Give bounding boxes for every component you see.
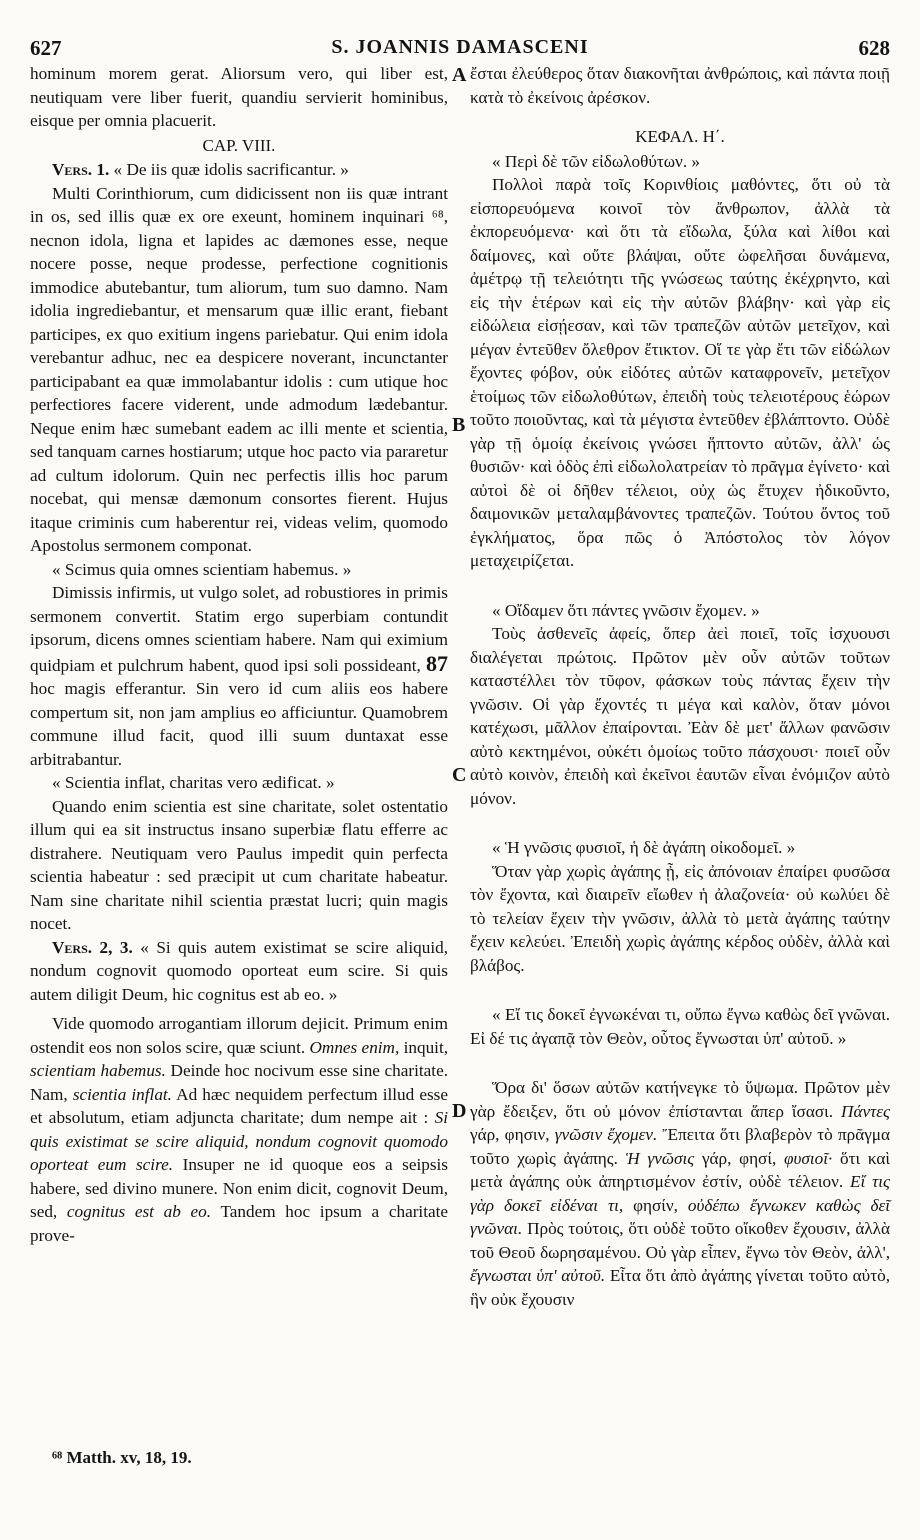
margin-number: 87 [426,650,448,676]
greek-para-4: Ὅταν γὰρ χωρὶς ἀγάπης ᾖ, εἰς ἀπόνοιαν ἐπαίρει φυσῶσα τὸν ἔχοντα, καὶ διαιρεῖν εἴωθεν ἡ ἀλαζονεία· οὐ κωλύει δὲ τὸ τελείαν ἔχειν τὴν γνῶσιν, ἀλλὰ τὸ μετὰ ἀγάπης ταύτην ἔχειν κελεύει. Ἐπειδὴ χωρὶς ἀγάπης κέρδος οὐδὲν, ἀλλὰ καὶ βλάβος. [470,861,890,975]
text: Ὅρα δι' ὅσων αὐτῶν κατήνεγκε τὸ ὕψωμα. Πρῶτον μὲν γὰρ ἔδειξεν, ὅτι οὐ μόνον ἐπίστανται ἅπερ ἴσασι. [470,1078,890,1121]
text: Deinde hoc nocivum esse sine charitate. Nam, [30,1061,449,1104]
latin-quote-3: « Scientia inflat, charitas vero ædificat. » [52,773,335,792]
text: Tandem hoc ipsum a charitate prove- [30,1202,449,1245]
italic-text: Εἴ τις γὰρ δοκεῖ εἰδέναι τι, [470,1172,890,1215]
latin-quote-2: « Scimus quia omnes scientiam habemus. » [52,559,352,579]
running-title: S. JOANNIS DAMASCENI [331,36,589,58]
text: Ἔπειτα ὅτι βλαβερὸν τὸ πρᾶγμα τοῦτο χωρὶς ἀγάπης. [470,1125,891,1168]
italic-text: Πάντες [841,1101,890,1121]
greek-quote-3: « Ἡ γνῶσις φυσιοῖ, ἡ δὲ ἀγάπη οἰκοδομεῖ. » [492,838,796,857]
left-page-number: 627 [30,36,62,60]
latin-para-4: Quando enim scientia est sine charitate, solet ostentatio illum qui ea sit instructus insano superbiæ flatu efferre ac distrahere. Neutiquam vero Paulus impedit quin perfecta scientia habeatur : sed præcipit ut cum charitate habeatur. Nam sine charitate nihil scientia præstat lucri; quin magis nocet. [30,796,448,933]
verse-text: « Si quis autem existimat se scire aliquid, nondum cognovit quomodo oporteat eum scire. Si quis autem diligit Deum, hic cognitus est ab eo. » [30,937,448,1004]
latin-para-3 [30,581,448,771]
text: ὅτι καὶ μετὰ ἀγάπης οὐκ ἀπηρτισμένον ἐστίν, οὐδὲ τέλειον. [470,1148,891,1191]
greek-quote-4: « Εἴ τις δοκεῖ ἐγνωκέναι τι, οὔπω ἔγνω καθὼς δεῖ γνῶναι. Εἰ δέ τις ἀγαπᾷ τὸν Θεὸν, οὗτος ἔγνωσται ὑπ' αὐτοῦ. » [470,1005,890,1048]
latin-verse-2-3 [30,936,448,1007]
verse-label: Vers. 1. [52,160,110,179]
greek-para-5 [470,1076,890,1311]
text: Insuper ne id quoque eos a seipsis habere, sed divino munere. Non enim dicit, cognovit Deum, sed, [30,1155,448,1221]
latin-verse-1 [30,158,448,182]
marker-c: C [452,764,467,786]
page-header [30,36,890,62]
para-3-text-a: Dimissis infirmis, ut vulgo solet, ad robustiores in primis sermonem convertit. Statim ergo superbiam contundit ipsorum, dicens omnes scientiam habere. Nam qui eximium quidpiam et pulchrum habent, quod ipsi soli possideant, [30,583,448,675]
verse-text: « De iis quæ idolis sacrificantur. » [113,160,349,179]
italic-text: ἔγνωσται ὑπ' αὐτοῦ. [470,1266,606,1285]
text: Ad hæc nequidem perfectum illud esse et absolutum, etiam adjuncta charitate; dum nempe ait : [30,1084,448,1127]
marker-d: D [452,1100,467,1122]
greek-column [470,62,890,1311]
marker-a: A [452,64,467,86]
text: Vide quomodo arrogantiam illorum dejicit. Primum enim ostendit eos non solos scire, quæ sciunt. [30,1014,448,1057]
marker-b: B [452,414,466,436]
text: inquit, [403,1037,449,1057]
text: γάρ, φησί, [701,1148,777,1168]
latin-column [30,62,448,1247]
italic-text: cognitus est ab eo. [66,1202,212,1221]
italic-text: Si quis existimat se scire aliquid, nondum cognovit quomodo oporteat eum scire. [30,1108,448,1174]
greek-para-2: Πολλοὶ παρὰ τοῖς Κορινθίοις μαθόντες, ὅτι οὐ τὰ εἰσπορευόμενα κοινοῖ τὸν ἄνθρωπον, ἀλλὰ τὰ ἐκπορευόμενα· καὶ ὅτι τὰ εἴδωλα, ξύλα καὶ λίθοι καὶ δαίμονες, καὶ οὔτε βλάψαι, οὔτε ὠφελῆσαι δυνάμενα, ἀμέτρῳ τῇ τελειότητι τῆς γνώσεως ταύτης ἐκέχρηντο, καὶ εἰς τὴν ἑτέρων καὶ εἰς τὴν αὐτῶν βλάβην· καὶ γὰρ εἰς εἰδώλεια εἰσῄεσαν, καὶ τῶν τραπεζῶν αὐτῶν μετεῖχον, καὶ μέγαν ἐντεῦθεν ὄλεθρον ἔτικτον. Οἵ τε γὰρ ἔτι τῶν εἰδώλων ἔχοντες φόβον, οὐκ εἰδότες αὐτῶν καταφρονεῖν, μετεῖχον ἑτοίμως τῶν εἰδωλοθύτων, ἐπειδὴ τοὺς τελειοτέρους ἑώρων τοῦτο ποιοῦντας, καὶ τὰ μέγιστα ἐντεῦθεν ἐβλάπτοντο. Οὐδὲ γὰρ τῇ ὁμοίᾳ ἐκείνοις γνώσει ἥπτοντο αὐτῶν, ἀλλ' ὡς θυσιῶν· καὶ ὁδὸς ἐπὶ εἰδωλολατρείαν τὸ πρᾶγμα ἐγίνετο· καὶ αὐτοὶ δὲ οἱ δῆθεν τέλειοι, οὐχ ὡς ἔτυχεν ἠδικοῦντο, δαιμονικῶν μεταλαμβάνοντες τραπεζῶν. Τούτου ὄντος τοῦ ἐγκλήματος, ὅρα πῶς ὁ Ἀπόστολος τὸν λόγον μεταχειρίζεται. [470,175,890,570]
greek-quote-2: « Οἴδαμεν ὅτι πάντες γνῶσιν ἔχομεν. » [492,600,760,620]
text: Πρὸς τούτοις, ὅτι οὐδὲ τοῦτο οἴκοθεν ἔχουσιν, ἀλλὰ τοῦ Θεοῦ δωρησαμένου. Οὐ γὰρ εἶπεν, ἔγνω τὸν Θεὸν, ἀλλ', [470,1219,891,1262]
greek-para-1: ἔσται ἐλεύθερος ὅταν διακονῆται ἀνθρώποις, καὶ πάντα ποιῇ κατὰ τὸ ἐκείνοις ἀρέσκον. [470,64,890,107]
italic-text: οὐδέπω ἔγνωκεν καθὼς δεῖ γνῶναι. [470,1195,891,1238]
para-3-text-b: hoc magis efferantur. Sin vero id cum aliis eos habere compertum sit, non jam amplius eo afficiuntur. Quamobrem commune illud facit, quod illi suum duntaxat esse arbitrabantur. [30,679,448,769]
text: φησίν, [633,1195,678,1215]
italic-text: Omnes enim, [309,1037,400,1057]
footnote: ⁶⁸ Matth. xv, 18, 19. [52,1448,192,1467]
italic-text: scientiam habemus. [30,1061,166,1080]
italic-text: Ἡ γνῶσις [625,1148,695,1168]
latin-para-1: hominum morem gerat. Aliorsum vero, qui liber est, neutiquam vere liber fuerit, quandiu servierit hominibus, eisque per omnia placuerit. [30,64,448,130]
greek-quote-1: « Περὶ δὲ τῶν εἰδωλοθύτων. » [492,151,701,171]
latin-para-2: Multi Corinthiorum, cum didicissent non iis quæ intrant in os, sed illis quæ ex ore exeunt, hominem inquinari ⁶⁸, necnon idola, ligna et lapides ac dæmones esse, neque nocere posse, neque prodesse, perfectione cognitionis immodice abutebantur, tum aliorum, tum suo damno. Nam idolia ingrediebantur, et mensarum quæ illic erant, fiebant participes, ex quo exitium ingens pariebatur. Qui enim idola verebantur adhuc, nec ea despicere noverant, incunctanter participabant ea quæ immolabantur idolis : cum utique hoc perfectiores facere viderent, unde admodum lædebantur. Neque enim hæc sumebant eadem ac illi mente et scientia, sed tanquam carnes hostiarum; utque hoc pacto via pararetur ad cultum idolorum. Quin nec perfectis illis hoc parum nocebat, qui mensæ dæmonum consortes fierent. Hujus itaque criminis cum haberentur rei, videas velim, quomodo Apostolus sermonem componat. [30,183,448,555]
greek-chapter-heading: ΚΕΦΑΛ. Η΄. [635,127,725,146]
verse-label: Vers. 2, 3. [52,937,133,957]
greek-para-3: Τοὺς ἀσθενεῖς ἀφείς, ὅπερ ἀεὶ ποιεῖ, τοῖς ἰσχυουσι διαλέγεται πρώτοις. Πρῶτον μὲν οὖν αὐτῶν τοῦτων καταστέλλει τὸν τῦφον, φάσκων τοὺς πάντας ἔχειν τὴν γνῶσιν. Οἱ γὰρ ἔχοντές τι μέγα καὶ καλὸν, ὅταν μόνοι κατέχωσι, μᾶλλον ἐπαίρονται. Ἐὰν δὲ μετ' ἄλλων φανῶσιν αὐτὸ κεκτημένοι, οὐκέτι ὁμοίως τοῦτο πάσχουσι· ποιεῖ οὖν αὐτὸ κοινὸν, ἐπειδὴ καὶ ἐκεῖνοι ἑαυτῶν εἶναι ἐνόμιζον αὐτὸ μόνον. [470,624,890,808]
text: Εἶτα ὅτι ἀπὸ ἀγάπης γίνεται τοῦτο αὐτὸ, ἣν οὐκ ἔχουσιν [470,1266,890,1309]
text: γάρ, φησιν, [470,1125,550,1144]
right-page-number: 628 [858,36,890,60]
latin-chapter-heading: CAP. VIII. [202,135,276,155]
italic-text: scientia inflat. [72,1084,172,1104]
italic-text: φυσιοῖ· [783,1148,833,1168]
italic-text: γνῶσιν ἔχομεν. [554,1125,658,1144]
latin-para-5 [30,1012,448,1247]
